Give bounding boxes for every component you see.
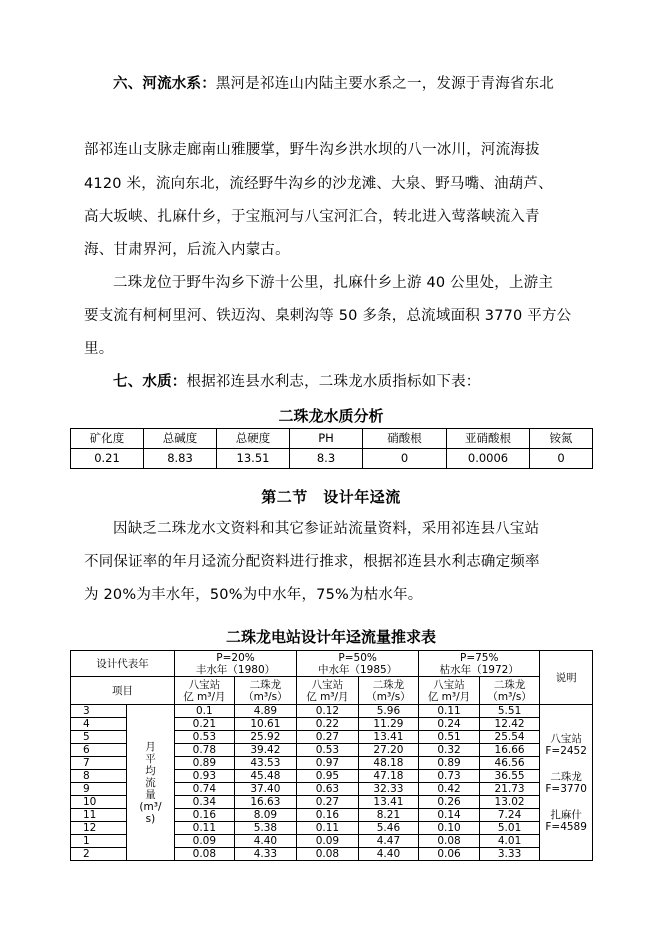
sub-header-a — [419, 677, 480, 705]
value-cell: 0.53 — [297, 744, 359, 757]
value-cell: 16.63 — [234, 796, 296, 809]
value-cell: 0.1 — [175, 705, 235, 718]
value-cell: 0.08 — [419, 835, 480, 848]
section7-text: 根据祁连县水利志，二珠龙水质指标如下表： — [186, 374, 481, 390]
group-p: P=20% — [216, 651, 255, 664]
sub-a-unit: 亿 m³/月 — [427, 690, 471, 703]
section6-heading: 六、河流水系： — [113, 76, 216, 92]
side-label-char: 流 — [145, 776, 156, 789]
sub-b-unit: （m³/s） — [487, 690, 532, 703]
flow-table — [70, 650, 593, 861]
value-cell: 0.89 — [419, 757, 480, 770]
notes-label: 说明 — [540, 651, 593, 705]
value-cell: 5.96 — [358, 705, 418, 718]
sub-header-b — [358, 677, 418, 705]
note-area: F=2452 — [545, 744, 587, 757]
value-cell: 47.18 — [358, 770, 418, 783]
value-cell: 0.42 — [419, 783, 480, 796]
value-cell: 48.18 — [358, 757, 418, 770]
value-cell: 0.53 — [175, 731, 235, 744]
sub-header-a — [297, 677, 359, 705]
value-cell: 0.09 — [297, 835, 359, 848]
month-cell: 1 — [71, 835, 127, 848]
section6-line1: 黑河是祁连山内陆主要水系之一，发源于青海省东北 — [215, 76, 555, 92]
water-quality-table — [70, 428, 593, 469]
group-name: 丰水年（1980） — [195, 663, 276, 676]
value-cell: 0.08 — [175, 848, 235, 861]
header-cell: 硝酸根 — [363, 429, 447, 449]
group-p: P=75% — [460, 651, 499, 664]
value-cell: 43.53 — [234, 757, 296, 770]
table-row — [71, 705, 593, 718]
section6-line: 部祁连山支脉走廊南山雅腰掌，野牛沟乡洪水坝的八一冰川，河流海拔 — [84, 142, 540, 158]
value-cell: 0.78 — [175, 744, 235, 757]
para3-line: 因缺乏二珠龙水文资料和其它参证站流量资料，采用祁连县八宝站 — [113, 521, 540, 537]
header-cell: 总碱度 — [144, 429, 217, 449]
month-cell: 7 — [71, 757, 127, 770]
value-cell: 10.61 — [234, 718, 296, 731]
value-cell: 0.16 — [297, 809, 359, 822]
value-cell: 0.24 — [419, 718, 480, 731]
group-name: 中水年（1985） — [318, 663, 398, 676]
month-cell: 8 — [71, 770, 127, 783]
month-cell: 2 — [71, 848, 127, 861]
group-header — [419, 651, 540, 677]
value-cell: 0 — [530, 449, 593, 469]
note-station: 扎麻什 — [550, 808, 582, 821]
value-cell: 0.11 — [419, 705, 480, 718]
notes-cell — [540, 705, 593, 861]
side-label-char: 量 — [145, 788, 156, 801]
value-cell: 0.32 — [419, 744, 480, 757]
group-header — [175, 651, 297, 677]
value-cell: 8.83 — [144, 449, 217, 469]
value-cell: 0.11 — [175, 822, 235, 835]
para3-line: 为 20%为丰水年，50%为中水年，75%为枯水年。 — [84, 587, 423, 603]
sub-a-unit: 亿 m³/月 — [183, 690, 226, 703]
month-cell: 11 — [71, 809, 127, 822]
section7-heading: 七、水质： — [113, 374, 187, 390]
month-cell: 12 — [71, 822, 127, 835]
sub-header-b — [479, 677, 539, 705]
value-cell: 4.01 — [479, 835, 539, 848]
value-cell: 37.40 — [234, 783, 296, 796]
table-row — [71, 449, 593, 469]
sub-b-unit: （m³/s） — [366, 690, 411, 703]
value-cell: 27.20 — [358, 744, 418, 757]
value-cell: 0.63 — [297, 783, 359, 796]
month-cell: 10 — [71, 796, 127, 809]
value-cell: 46.56 — [479, 757, 539, 770]
value-cell: 21.73 — [479, 783, 539, 796]
para2-line: 二珠龙位于野牛沟乡下游十公里，扎麻什乡上游 40 公里处，上游主 — [113, 275, 554, 291]
value-cell: 0.0006 — [447, 449, 530, 469]
value-cell: 5.51 — [479, 705, 539, 718]
value-cell: 4.47 — [358, 835, 418, 848]
value-cell: 0.74 — [175, 783, 235, 796]
side-label-char: s) — [145, 812, 156, 825]
sub-b-unit: （m³/s） — [243, 690, 288, 703]
sub-a-name: 八宝站 — [311, 678, 344, 691]
value-cell: 8.3 — [290, 449, 363, 469]
para2-line: 要支流有柯柯里河、铁迈沟、臬剌沟等 50 多条，总流域面积 3770 平方公 — [84, 308, 572, 324]
section-title: 第二节 设计年迳流 — [261, 488, 401, 506]
header-cell: 铵氮 — [530, 429, 593, 449]
value-cell: 0.34 — [175, 796, 235, 809]
value-cell: 0.06 — [419, 848, 480, 861]
value-cell: 13.51 — [217, 449, 290, 469]
sub-header-a — [175, 677, 235, 705]
value-cell: 0.93 — [175, 770, 235, 783]
side-label-char: (m³/ — [139, 800, 162, 813]
month-cell: 4 — [71, 718, 127, 731]
note-station: 二珠龙 — [550, 770, 582, 783]
value-cell: 45.48 — [234, 770, 296, 783]
flow-table-title: 二珠龙电站设计年迳流量推求表 — [225, 628, 436, 646]
group-name: 枯水年（1972） — [439, 663, 519, 676]
value-cell: 12.42 — [479, 718, 539, 731]
group-header — [297, 651, 419, 677]
value-cell: 0.16 — [175, 809, 235, 822]
value-cell: 39.42 — [234, 744, 296, 757]
item-label: 项目 — [71, 677, 175, 705]
section6-line: 海、甘肃界河，后流入内蒙古。 — [84, 242, 290, 258]
value-cell: 32.33 — [358, 783, 418, 796]
note-area: F=3770 — [545, 782, 587, 795]
value-cell: 4.89 — [234, 705, 296, 718]
value-cell: 0.08 — [297, 848, 359, 861]
para2-line: 里。 — [84, 341, 114, 357]
value-cell: 3.33 — [479, 848, 539, 861]
sub-b-name: 二珠龙 — [493, 678, 526, 691]
section6-line: 高大坂峡、扎麻什乡，于宝瓶河与八宝河汇合，转北进入莺落峡流入青 — [84, 209, 540, 225]
value-cell: 0.27 — [297, 796, 359, 809]
value-cell: 8.21 — [358, 809, 418, 822]
month-cell: 5 — [71, 731, 127, 744]
note-area: F=4589 — [545, 820, 587, 833]
value-cell: 0.97 — [297, 757, 359, 770]
value-cell: 0.09 — [175, 835, 235, 848]
header-cell: 亚硝酸根 — [447, 429, 530, 449]
sub-a-name: 八宝站 — [433, 678, 465, 691]
value-cell: 13.41 — [358, 731, 418, 744]
month-cell: 3 — [71, 705, 127, 718]
value-cell: 0.21 — [71, 449, 144, 469]
value-cell: 0.11 — [297, 822, 359, 835]
note-station: 八宝站 — [550, 732, 582, 745]
value-cell: 0.26 — [419, 796, 480, 809]
table-header-row — [71, 429, 593, 449]
value-cell: 0.95 — [297, 770, 359, 783]
value-cell: 5.01 — [479, 822, 539, 835]
section6-first-line — [113, 75, 554, 93]
value-cell: 0.27 — [297, 731, 359, 744]
section7-line — [113, 373, 481, 391]
sub-a-name: 八宝站 — [188, 678, 221, 691]
value-cell: 5.38 — [234, 822, 296, 835]
side-label — [126, 705, 174, 861]
side-label-char: 平 — [145, 752, 156, 765]
value-cell: 0.73 — [419, 770, 480, 783]
value-cell: 36.55 — [479, 770, 539, 783]
water-quality-title: 二珠龙水质分析 — [278, 407, 384, 425]
value-cell: 4.33 — [234, 848, 296, 861]
group-p: P=50% — [338, 651, 377, 664]
value-cell: 0.21 — [175, 718, 235, 731]
flow-table-body — [71, 705, 593, 861]
value-cell: 0.10 — [419, 822, 480, 835]
value-cell: 0 — [363, 449, 447, 469]
side-label-char: 均 — [145, 764, 156, 777]
design-year-label: 设计代表年 — [71, 651, 175, 677]
sub-b-name: 二珠龙 — [372, 678, 405, 691]
value-cell: 13.41 — [358, 796, 418, 809]
value-cell: 0.51 — [419, 731, 480, 744]
value-cell: 0.22 — [297, 718, 359, 731]
month-cell: 9 — [71, 783, 127, 796]
value-cell: 0.12 — [297, 705, 359, 718]
para3-line: 不同保证率的年月迳流分配资料进行推求，根据祁连县水利志确定频率 — [84, 554, 540, 570]
header-cell: 矿化度 — [71, 429, 144, 449]
value-cell: 11.29 — [358, 718, 418, 731]
value-cell: 13.02 — [479, 796, 539, 809]
value-cell: 4.40 — [358, 848, 418, 861]
value-cell: 8.09 — [234, 809, 296, 822]
value-cell: 25.92 — [234, 731, 296, 744]
value-cell: 0.89 — [175, 757, 235, 770]
month-cell: 6 — [71, 744, 127, 757]
value-cell: 7.24 — [479, 809, 539, 822]
sub-a-unit: 亿 m³/月 — [306, 690, 349, 703]
section6-line: 4120 米，流向东北，流经野牛沟乡的沙龙滩、大泉、野马嘴、油葫芦、 — [84, 176, 553, 192]
side-label-char: 月 — [145, 740, 156, 753]
value-cell: 16.66 — [479, 744, 539, 757]
value-cell: 4.40 — [234, 835, 296, 848]
value-cell: 0.14 — [419, 809, 480, 822]
value-cell: 25.54 — [479, 731, 539, 744]
value-cell: 5.46 — [358, 822, 418, 835]
header-cell: PH — [290, 429, 363, 449]
sub-header-b — [234, 677, 296, 705]
header-cell: 总硬度 — [217, 429, 290, 449]
sub-b-name: 二珠龙 — [249, 678, 282, 691]
